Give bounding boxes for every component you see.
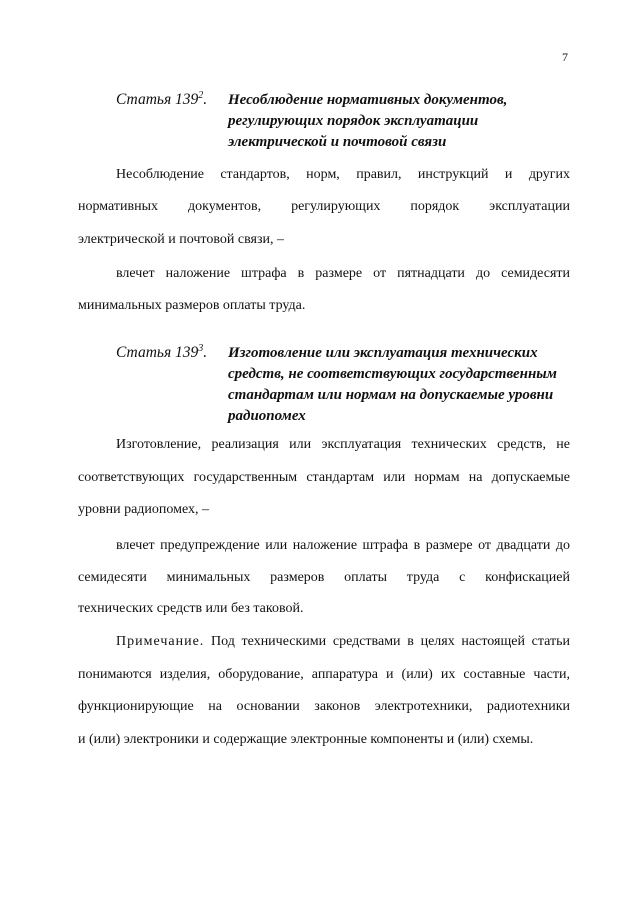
body-line: нормативных документов, регулирующих порядок эксплуатации: [78, 199, 570, 214]
page-number: 7: [562, 50, 568, 64]
body-line: Несоблюдение стандартов, норм, правил, инструкций и других: [116, 167, 570, 182]
article-number: Статья 139: [116, 344, 199, 362]
penalty-line: влечет наложение штрафа в размере от пятнадцати до семидесяти: [116, 266, 570, 281]
body-line: соответствующих государственным стандартам или нормам на допускаемые: [78, 470, 570, 485]
article-title-line: средств, не соответствующих государственным: [228, 366, 557, 382]
body-line: уровни радиопомех, –: [78, 502, 210, 517]
article-title-line: радиопомех: [228, 408, 306, 424]
article-title-line: Изготовление или эксплуатация технических: [228, 345, 538, 361]
body-line: Изготовление, реализация или эксплуатация технических средств, не: [116, 437, 570, 452]
article-title: [228, 343, 588, 427]
note-line: и (или) электроники и содержащие электронные компоненты и (или) схемы.: [78, 732, 534, 747]
article-title-line: электрической и почтовой связи: [228, 134, 447, 150]
article-superscript: 3: [198, 343, 204, 354]
note-first-line: [116, 634, 570, 650]
article-dot: .: [203, 344, 208, 362]
article-superscript: 2: [198, 90, 204, 101]
article-label: [116, 90, 207, 109]
article-dot: .: [203, 91, 208, 109]
penalty-line: минимальных размеров оплаты труда.: [78, 298, 306, 313]
article-number: Статья 139: [116, 91, 199, 109]
penalty-line: семидесяти минимальных размеров оплаты труда с конфискацией: [78, 570, 570, 585]
article-title-line: стандартам или нормам на допускаемые уровни: [228, 387, 554, 403]
body-line: электрической и почтовой связи, –: [78, 232, 284, 247]
article-title-line: регулирующих порядок эксплуатации: [228, 113, 479, 129]
note-line: понимаются изделия, оборудование, аппаратура и (или) их составные части,: [78, 667, 570, 682]
note-label: Примечание.: [116, 634, 205, 649]
article-139-2-heading: [116, 90, 586, 154]
article-139-3-heading: [116, 343, 586, 429]
article-label: [116, 343, 207, 362]
penalty-line: технических средств или без таковой.: [78, 601, 304, 616]
article-title-line: Несоблюдение нормативных документов,: [228, 92, 508, 108]
article-title: [228, 90, 588, 153]
note-line: функционирующие на основании законов электротехники, радиотехники: [78, 699, 570, 714]
note-text: Под техническими средствами в целях настоящей статьи: [211, 634, 571, 649]
penalty-line: влечет предупреждение или наложение штрафа в размере от двадцати до: [116, 538, 570, 553]
